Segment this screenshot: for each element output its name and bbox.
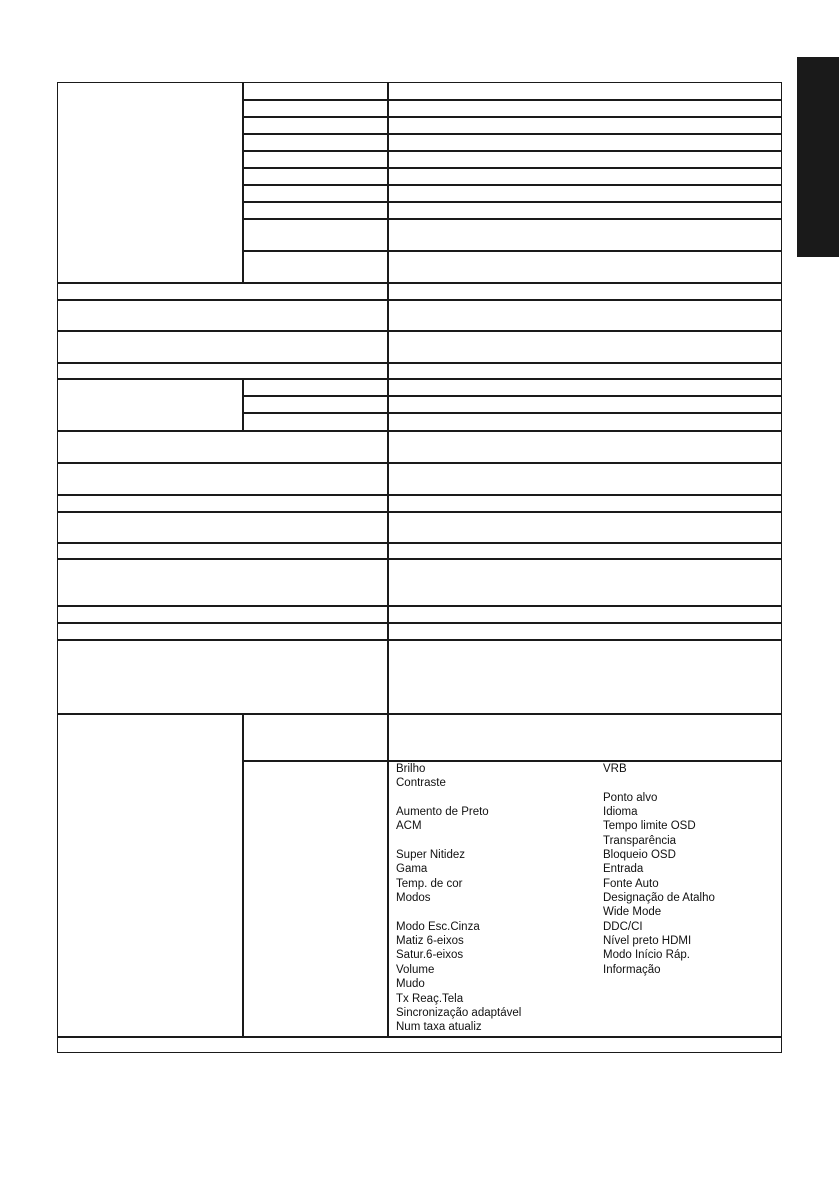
osd-item: Bloqueio OSD <box>603 849 676 862</box>
osd-item: Aumento de Preto <box>396 806 489 819</box>
osd-item: Nível preto HDMI <box>603 935 692 948</box>
osd-item: Volume <box>396 963 435 976</box>
osd-item: Matiz 6-eixos <box>396 935 464 948</box>
osd-item: ACM <box>396 820 422 833</box>
osd-item <box>396 791 521 805</box>
osd-item: Entrada <box>603 863 644 876</box>
osd-item: Mudo <box>396 978 425 991</box>
osd-item: Modos <box>396 892 431 905</box>
osd-item: Gama <box>396 863 428 876</box>
osd-item: Informação <box>603 963 661 976</box>
osd-item: Modo Esc.Cinza <box>396 920 480 933</box>
osd-item: Transparência <box>603 834 677 847</box>
osd-item: Wide Mode <box>603 906 662 919</box>
osd-menu-column-2 <box>603 762 715 977</box>
osd-item: Sincronização adaptável <box>396 1006 522 1019</box>
osd-item: VRB <box>603 763 627 775</box>
osd-item: Designação de Atalho <box>603 892 715 905</box>
osd-item: DDC/CI <box>603 920 643 933</box>
osd-menu-column-1 <box>396 762 521 1035</box>
osd-item: Tx Reaç.Tela <box>396 992 464 1005</box>
osd-item: Idioma <box>603 806 638 819</box>
osd-item: Modo Início Ráp. <box>603 949 690 962</box>
osd-item <box>396 905 521 919</box>
osd-item: Num taxa atualiz <box>396 1021 482 1034</box>
osd-item: Temp. de cor <box>396 877 463 890</box>
osd-item: Satur.6-eixos <box>396 949 464 962</box>
osd-item <box>396 834 521 848</box>
osd-item: Tempo limite OSD <box>603 820 696 833</box>
osd-item: Contraste <box>396 777 446 790</box>
osd-item: Fonte Auto <box>603 877 659 890</box>
osd-item <box>603 776 715 790</box>
section-tab-marker <box>797 57 839 257</box>
osd-item: Super Nitidez <box>396 849 466 862</box>
osd-item: Ponto alvo <box>603 791 658 804</box>
osd-item: Brilho <box>396 763 426 775</box>
